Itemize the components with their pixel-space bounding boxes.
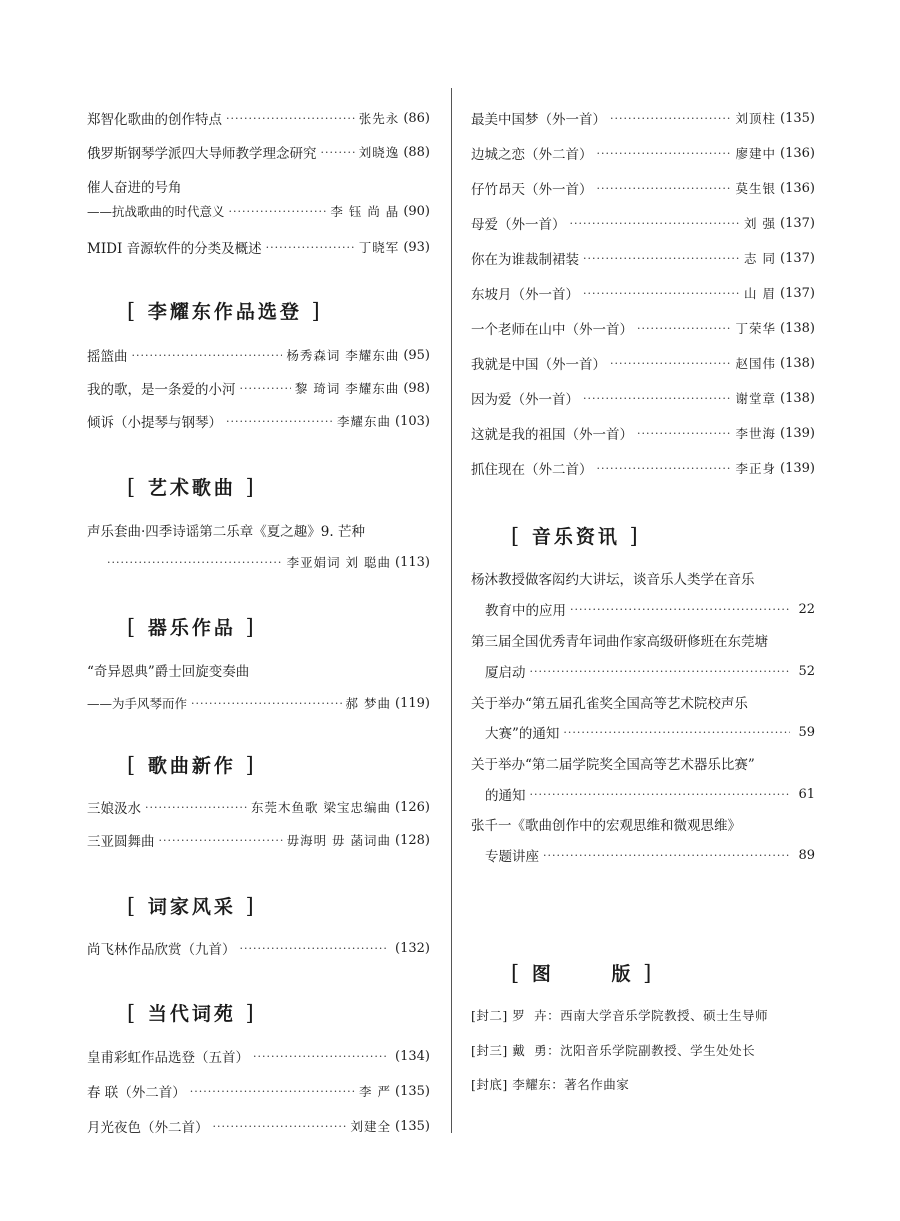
entry-title: 摇篮曲 [87,349,128,365]
entry-page: 89 [798,847,815,863]
entry-title: 这就是我的祖国（外一首） [471,427,633,443]
entry-page: (139) [780,460,815,476]
leader-dots [570,603,790,616]
section-heading: [ 当代词苑 ] [127,1001,257,1025]
entry-author: 李 钰 尚 晶 [330,204,400,219]
leader-dots [159,834,283,847]
entry-page: (98) [403,380,430,396]
entry-page: (136) [780,145,815,161]
entry-author: 刘顶柱 [735,111,777,126]
leader-dots [226,415,333,428]
plate-credit: [封底] 李耀东：著名作曲家 [471,1077,630,1092]
toc-entry[interactable] [471,141,815,165]
section-heading: [ 图 版 ] [511,961,655,985]
section-heading: [ 器乐作品 ] [127,615,257,639]
entry-author: 李 严 [359,1084,392,1099]
entry-page: (88) [403,144,430,160]
leader-dots [570,217,741,230]
toc-entry[interactable] [107,550,430,574]
entry-page: (137) [780,285,815,301]
toc-entry[interactable] [87,936,430,960]
section-title: 词家风采 [147,896,236,918]
column-divider [451,88,452,1133]
leader-dots [229,205,327,218]
leader-dots [530,788,791,801]
entry-title: 三亚圆舞曲 [87,834,155,850]
toc-entry[interactable] [87,691,430,715]
entry-author: 志 同 [744,251,777,266]
entry-title: 东坡月（外一首） [471,287,579,303]
entry-author: 丁荣华 [735,321,777,336]
leader-dots [597,147,732,160]
leader-dots [637,322,732,335]
leader-dots [530,665,791,678]
leader-dots [543,849,790,862]
leader-dots [132,349,283,362]
entry-title: 抓住现在（外二首） [471,462,593,478]
toc-entry-title-line[interactable] [87,518,430,542]
entry-page: (135) [395,1083,430,1099]
entry-author: 山 眉 [744,286,777,301]
toc-entry[interactable] [87,409,430,433]
entry-title: 月光夜色（外二首） [87,1120,209,1136]
entry-page: (138) [780,320,815,336]
entry-page: (93) [403,239,430,255]
leader-dots [253,1050,387,1063]
toc-entry[interactable] [471,386,815,410]
toc-entry[interactable] [87,235,430,259]
entry-page: 61 [798,786,815,802]
section-heading: [ 歌曲新作 ] [127,753,257,777]
plate-credit: [封二] 罗 卉：西南大学音乐学院教授、硕士生导师 [471,1008,769,1023]
leader-dots [190,1085,355,1098]
entry-author: 刘晓逸 [358,145,400,160]
entry-title: 倾诉（小提琴与钢琴） [87,415,222,431]
entry-title: 我就是中国（外一首） [471,357,606,373]
entry-author: 刘建全 [350,1119,392,1134]
entry-title: 尚飞林作品欣赏（九首） [87,942,236,958]
entry-author: 李世海 [735,426,777,441]
news-title-cont: 厦启动 [485,665,526,681]
entry-title: 因为爱（外一首） [471,392,579,408]
entry-title: 春 联（外二首） [87,1085,186,1101]
leader-dots [583,252,740,265]
news-title-cont: 大赛”的通知 [485,726,560,742]
entry-title: 我的歌，是一条爱的小河 [87,382,236,398]
leader-dots [240,382,291,395]
leader-dots [583,287,740,300]
entry-page: (128) [395,832,430,848]
entry-author: 张先永 [358,111,400,126]
plate-credit: [封三] 戴 勇：沈阳音乐学院副教授、学生处处长 [471,1043,756,1058]
news-title: 关于举办“第五届孔雀奖全国高等艺术院校声乐 [471,696,748,712]
entry-page: (113) [395,554,430,570]
section-title: 器乐作品 [147,617,236,639]
entry-page: 59 [798,724,815,740]
entry-title: 皇甫彩虹作品选登（五首） [87,1050,249,1066]
entry-page: (137) [780,250,815,266]
entry-page: (90) [403,203,430,219]
news-title-line[interactable] [471,628,815,652]
leader-dots [597,462,732,475]
leader-dots [226,112,355,125]
entry-title: 俄罗斯钢琴学派四大导师教学理念研究 [87,146,317,162]
news-title-line[interactable] [471,690,815,714]
entry-author: 刘 强 [744,216,777,231]
entry-author: 杨秀森词 李耀东曲 [286,348,400,363]
entry-page: (119) [395,695,430,711]
entry-title: 最美中国梦（外一首） [471,112,606,128]
entry-author: 东莞木鱼歌 梁宝忠编曲 [251,800,392,815]
entry-author: 廖建中 [735,146,777,161]
section-title: 图 版 [531,963,634,985]
toc-entry[interactable] [471,211,815,235]
news-title: 张千一《歌曲创作中的宏观思维和微观思维》 [471,818,741,834]
entry-subtitle: ——为手风琴而作 [87,696,188,711]
section-title: 李耀东作品选登 [147,301,302,323]
news-title-line[interactable] [471,812,815,836]
leader-dots [637,427,732,440]
entry-author: 李正身 [735,461,777,476]
toc-entry[interactable] [87,828,430,852]
news-entry[interactable] [485,782,815,806]
entry-author: 黎 琦词 李耀东曲 [294,381,400,396]
news-entry[interactable] [485,597,815,621]
toc-entry[interactable] [471,421,815,445]
leader-dots [610,357,732,370]
entry-page: (103) [395,413,430,429]
entry-page: (86) [403,110,430,126]
entry-page: (132) [395,940,430,956]
entry-title: 你在为谁裁制裙装 [471,252,579,268]
entry-page: (95) [403,347,430,363]
entry-title: 一个老师在山中（外一首） [471,322,633,338]
leader-dots [266,241,355,254]
entry-page: (139) [780,425,815,441]
news-title-line[interactable] [471,566,815,590]
news-title: 关于举办“第二届学院奖全国高等艺术器乐比赛” [471,757,755,773]
toc-entry[interactable] [87,1044,430,1068]
toc-entry[interactable] [87,199,430,223]
news-title: 第三届全国优秀青年词曲作家高级研修班在东莞塘 [471,634,768,650]
entry-page: (135) [395,1118,430,1134]
entry-page: (138) [780,390,815,406]
news-title-cont: 的通知 [485,788,526,804]
section-title: 歌曲新作 [147,755,236,777]
news-title-cont: 专题讲座 [485,849,539,865]
section-title: 当代词苑 [147,1003,236,1025]
entry-page: (134) [395,1048,430,1064]
entry-author: 丁晓军 [358,240,400,255]
entry-title: MIDI 音源软件的分类及概述 [87,241,262,257]
section-heading: [ 李耀东作品选登 ] [127,299,323,323]
entry-author: 谢堂章 [735,391,777,406]
leader-dots [213,1120,347,1133]
leader-dots [563,726,790,739]
entry-subtitle: ——抗战歌曲的时代意义 [87,204,225,219]
news-entry[interactable] [485,720,815,744]
news-title: 杨沐教授做客闳约大讲坛，谈音乐人类学在音乐 [471,572,755,588]
entry-title: 三娘汲水 [87,801,141,817]
entry-author: 李耀东曲 [337,414,392,429]
toc-entry[interactable] [87,343,430,367]
entry-title: 母爱（外一首） [471,217,566,233]
leader-dots [610,112,732,125]
toc-entry[interactable] [471,316,815,340]
leader-dots [240,942,388,955]
toc-entry[interactable] [87,1079,430,1103]
entry-page: (135) [780,110,815,126]
toc-entry[interactable] [471,456,815,480]
entry-page: (136) [780,180,815,196]
news-title-line[interactable] [471,751,815,775]
toc-entry[interactable] [471,106,815,130]
toc-entry[interactable] [87,1114,430,1138]
entry-title: 催人奋进的号角 [87,180,182,196]
entry-title: 边城之恋（外二首） [471,147,593,163]
leader-dots [191,697,342,710]
entry-author: 赵国伟 [735,356,777,371]
section-title: 艺术歌曲 [147,477,236,499]
section-title: 音乐资讯 [531,526,620,548]
entry-author: 毋海明 毋 菡词曲 [286,833,392,848]
toc-entry[interactable] [87,106,430,130]
leader-dots [583,392,732,405]
toc-entry[interactable] [471,246,815,270]
entry-page: (138) [780,355,815,371]
section-heading: [ 词家风采 ] [127,894,257,918]
news-title-cont: 教育中的应用 [485,603,566,619]
entry-page: 22 [798,601,815,617]
toc-entry[interactable] [471,176,815,200]
entry-page: (137) [780,215,815,231]
news-entry[interactable] [485,659,815,683]
entry-author: 郝 梦曲 [345,696,392,711]
entry-title: 声乐套曲·四季诗谣第二乐章《夏之趣》9. 芒种 [87,524,365,540]
leader-dots [321,146,355,159]
entry-title: “奇异恩典”爵士回旋变奏曲 [87,664,250,680]
entry-title: 郑智化歌曲的创作特点 [87,112,222,128]
news-entry[interactable] [485,843,815,867]
toc-entry[interactable] [87,795,430,819]
section-heading: [ 艺术歌曲 ] [127,475,257,499]
entry-author: 莫生银 [735,181,777,196]
toc-entry-title-line[interactable] [87,174,430,198]
leader-dots [145,801,247,814]
leader-dots [107,556,283,569]
entry-author: 李亚娟词 刘 聪曲 [286,555,392,570]
toc-entry-title-line[interactable] [87,658,430,682]
entry-page: 52 [798,663,815,679]
leader-dots [597,182,732,195]
toc-entry[interactable] [87,376,430,400]
entry-page: (126) [395,799,430,815]
section-heading: [ 音乐资讯 ] [511,524,641,548]
entry-title: 仔竹昂天（外一首） [471,182,593,198]
toc-entry[interactable] [87,140,430,164]
toc-entry[interactable] [471,281,815,305]
toc-entry[interactable] [471,351,815,375]
